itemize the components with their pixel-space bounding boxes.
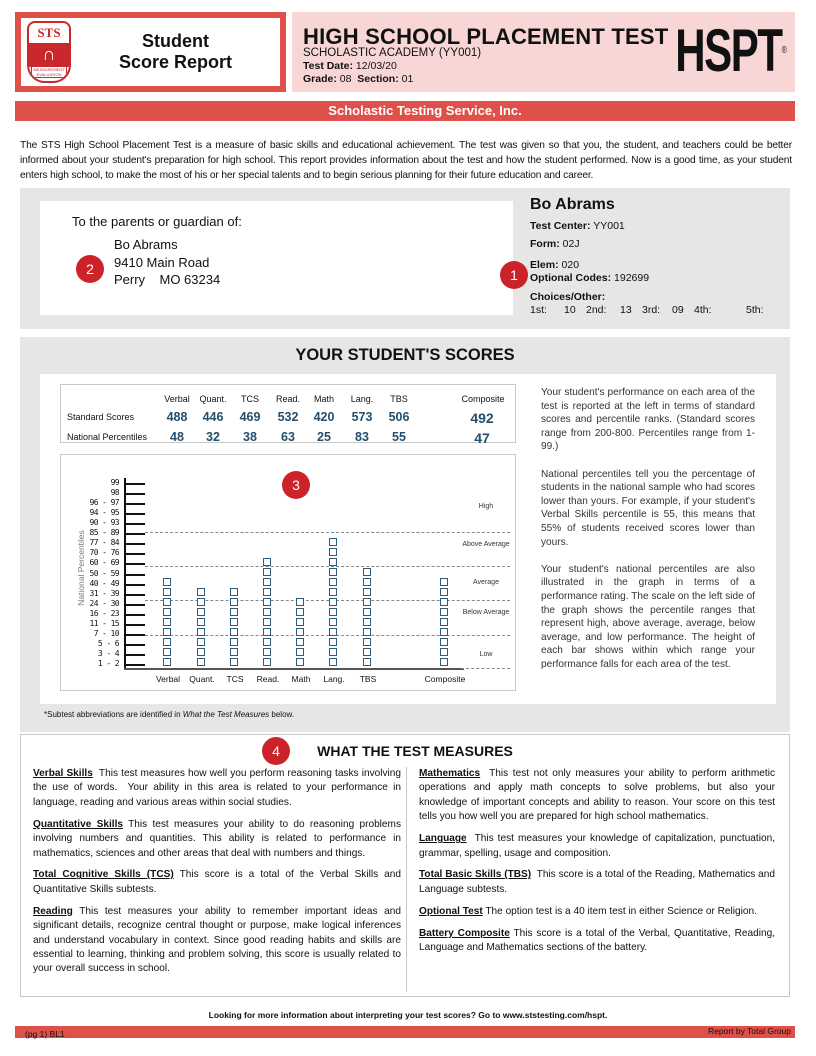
band-label-low: Low — [479, 651, 493, 658]
y-tick-label: 31 - 39 — [89, 588, 119, 598]
band-label-above-average: Above Average — [462, 541, 510, 548]
measure-item: Reading This test measures your ability to remember important ideas and significant details, recognize central thought or purpose, make logical inferences and understand vocabulary in context. Since good reading habits and skills are essential to learning, thinking and problem solving, this score is usually related to your overall success in school. — [33, 905, 404, 975]
recipient-street: 9410 Main Road — [114, 254, 210, 270]
measure-item: Verbal Skills This test measures how well you perform reasoning tasks involving the use of words. Your ability in this area is related to your performance in language, reading and various areas within social studies. — [33, 768, 404, 808]
y-tick-label: 77 - 84 — [89, 538, 119, 548]
percentile-chart — [60, 454, 516, 691]
recipient-city: Perry MO 63234 — [114, 272, 221, 287]
y-tick-label: 7 - 10 — [93, 628, 119, 638]
test-measures-section — [20, 734, 790, 997]
more-info-link[interactable]: Looking for more information about interpreting your test scores? Go to www.ststesting.com/hspt. — [208, 1010, 608, 1020]
bar-quant — [197, 588, 207, 668]
address-section — [20, 188, 790, 329]
measures-title: WHAT THE TEST MEASURES — [317, 743, 513, 759]
band-label-high: High — [478, 503, 494, 510]
band-label-average: Average — [473, 579, 499, 586]
callout-badge-2: 2 — [76, 255, 104, 283]
student-info: Bo Abrams Test Center: YY001 Form: 02J Elem: 020 Optional Codes: 192699 Choices/Other: 1st: 10 2nd: 13 3rd: 09 4th: 5th: — [530, 196, 776, 316]
choices-list: 1st: 10 2nd: 13 3rd: 09 4th: 5th: — [530, 304, 764, 316]
bar-read — [263, 558, 273, 668]
y-tick-label: 98 — [110, 488, 119, 498]
y-tick-label: 16 - 23 — [89, 608, 119, 618]
y-tick-label: 1 - 2 — [97, 658, 119, 668]
measure-item: Optional Test The option test is a 40 item test in either Science or Religion. — [419, 905, 757, 917]
x-tick-label: Quant. — [189, 674, 215, 684]
measure-term: Mathematics — [419, 768, 481, 779]
measure-term: Total Cognitive Skills (TCS) — [33, 869, 174, 881]
measure-item: Total Cognitive Skills (TCS) This score is a total of the Verbal Skills and Quantitative Skills subtests. — [33, 869, 404, 895]
measure-item: Battery Composite This score is a total of the Verbal, Quantitative, Reading, Language and Mathematics sections of the battery. — [419, 927, 778, 954]
scores-title: YOUR STUDENT'S SCORES — [295, 346, 515, 364]
y-tick-label: 11 - 15 — [89, 618, 119, 628]
measure-term: Language — [419, 833, 467, 845]
recipient-name: Bo Abrams — [114, 237, 178, 252]
x-tick-label: Composite — [424, 674, 466, 684]
report-title: Student Score Report — [118, 31, 233, 72]
band-label-below-average: Below Average — [462, 609, 510, 616]
y-tick-label: 99 — [110, 478, 119, 488]
measure-term: Optional Test — [419, 905, 483, 917]
mailing-address: To the parents or guardian of: Bo Abrams 9410 Main Road Perry MO 63234 2 — [40, 201, 513, 315]
bar-lang — [329, 538, 339, 668]
y-tick-label: 40 - 49 — [89, 578, 119, 588]
y-tick-label: 24 - 30 — [89, 598, 119, 608]
measure-item: Quantitative Skills This test measures your ability to do reasoning problems involving numbers and quantities. This ability is related to performance in mathematics, sciences and other areas that deal with numbers and things. — [33, 818, 404, 859]
report-by: Report by Total Group — [708, 1026, 791, 1036]
y-tick-label: 94 - 95 — [89, 508, 119, 518]
page-number: (pg 1) BL1 — [25, 1029, 65, 1039]
footer-bar — [15, 1026, 795, 1038]
callout-badge-1: 1 — [500, 261, 528, 289]
measures-left-column — [33, 767, 404, 984]
test-info-panel — [292, 12, 795, 92]
score-table: Verbal Quant. TCS Read. Math Lang. TBS Composite Standard Scores 488 446 469 532 420 573 506 492 National Percentiles 48 32 38 63 25 83 55 47 — [60, 384, 516, 443]
footnote: *Subtest abbreviations are identified in What the Test Measures below. — [44, 710, 295, 719]
y-tick-label: 60 - 69 — [89, 558, 119, 568]
report-title-panel — [15, 12, 286, 92]
y-axis-title: National Percentiles — [76, 530, 86, 606]
measure-item: Mathematics This test not only measures your ability to perform arithmetic operations and apply math concepts to solve problems, but also your knowledge of important concepts and ability to reason. Your score on this test tells you how well you are prepared for high school mathematics. — [419, 768, 778, 823]
sts-logo-icon: STS ∩ MEASUREMENT EVALUATION — [27, 21, 71, 83]
x-tick-label: Read. — [256, 674, 280, 684]
y-tick-label: 5 - 6 — [97, 638, 119, 648]
bar-tbs — [363, 568, 373, 668]
scores-section — [20, 337, 790, 732]
measure-item: Total Basic Skills (TBS) This score is a total of the Reading, Mathematics and Language subtests. — [419, 869, 778, 895]
y-tick-label: 96 - 97 — [89, 498, 119, 508]
y-tick-label: 3 - 4 — [97, 648, 119, 658]
bar-math — [296, 598, 306, 668]
x-tick-label: Math — [291, 674, 311, 684]
school-name: SCHOLASTIC ACADEMY (YY001) — [303, 47, 482, 59]
bar-verbal — [163, 578, 173, 668]
callout-badge-3: 3 — [282, 471, 310, 499]
y-tick-label: 70 - 76 — [89, 548, 119, 558]
grade-section: Grade: 08 Section: 01 — [303, 73, 414, 85]
test-date: Test Date: 12/03/20 — [303, 60, 397, 72]
measure-term: Quantitative Skills — [33, 818, 123, 830]
measure-term: Battery Composite — [419, 927, 510, 939]
measure-term: Total Basic Skills (TBS) — [419, 869, 532, 881]
measures-right-column — [419, 767, 778, 963]
intro-paragraph: The STS High School Placement Test is a measure of basic skills and educational achievement. The test was given so that you, the student, and teachers could be better informed about your student's preparation for high school. This report provides information about the test and how the student performed. Now is a good time, as your student enters high school, to make the most of his or her special talents and to begin serious planning for their future education and career. — [20, 140, 792, 181]
x-tick-label: Lang. — [323, 674, 345, 684]
x-tick-label: TCS — [226, 674, 244, 684]
test-name: HIGH SCHOOL PLACEMENT TEST — [303, 24, 669, 49]
company-banner: Scholastic Testing Service, Inc. — [15, 101, 795, 121]
y-tick-label: 50 - 59 — [89, 568, 119, 578]
student-name: Bo Abrams — [530, 196, 615, 213]
x-tick-label: Verbal — [155, 674, 181, 684]
hspt-logo: HSPT® — [674, 17, 785, 84]
callout-badge-4: 4 — [262, 737, 290, 765]
measure-item: Language This test measures your knowledge of capitalization, punctuation, grammar, spelling, usage and composition. — [419, 833, 778, 859]
measure-term: Reading — [33, 905, 73, 917]
bar-tcs — [230, 588, 240, 668]
y-tick-label: 85 - 89 — [89, 528, 119, 538]
y-tick-label: 90 - 93 — [89, 518, 119, 528]
measure-term: Verbal Skills — [33, 768, 93, 779]
x-tick-label: TBS — [359, 674, 377, 684]
bar-composite — [440, 578, 450, 668]
scores-explanation: Your student's performance on each area of the test is reported at the left in terms of standard scores and percentile ranks. (Standard scores range from 200-800. Percentiles range from 1-99.) National percentiles tell you the percentage of students in the national sample who had scores lower than yours. For example, if your student's Verbal Skills percentile is 55, this means that 55% of students received scores lower than yours. Your student's national percentiles are also illustrated in the graph in terms of a performance rating. The scale on the left side of the graph shows the percentile ranges that represent high, above average, average, below average, and low performance. The height of each bar shows within which range your performance falls for each area of the test. — [541, 387, 755, 670]
